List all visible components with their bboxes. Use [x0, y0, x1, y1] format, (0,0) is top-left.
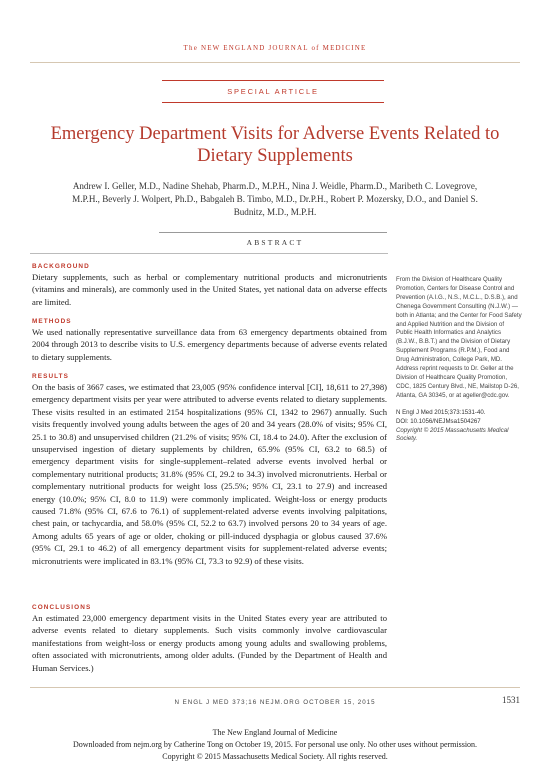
results-heading: RESULTS: [32, 373, 70, 380]
article-title: Emergency Department Visits for Adverse Events Related to Dietary Supplements: [50, 124, 500, 166]
copyright-note: Copyright © 2015 Massachusetts Medical Society.: [396, 426, 509, 443]
background-heading: BACKGROUND: [32, 263, 90, 270]
journal-name: The NEW ENGLAND JOURNAL of MEDICINE: [183, 44, 367, 52]
footer-rule: [30, 687, 520, 688]
download-notice-title: The New England Journal of Medicine: [212, 728, 338, 737]
results-text: On the basis of 3667 cases, we estimated that 23,005 (95% confidence interval [CI], 18,611 to 27,398) emergency department visits per year were attributed to adverse events related to dietary supplements. These visits resulted in an estimated 2154 hospitalizations (95% CI, 1342 to 2967) annually. Such visits frequently involved young adults between the ages of 20 and 34 years (28.0% of visits; 95% CI, 25.1 to 30.8) and unsupervised children (21.2% of visits; 95% CI, 18.4 to 24.0). After the exclusion of unsupervised ingestion of dietary supplements by children, 65.9% (95% CI, 63.2 to 68.5) of emergency department visits for single-supplement–related adverse events involved herbal or complementary nutritional products; 31.8% (95% CI, 29.2 to 34.3) involved micronutrients. Herbal or complementary nutritional products for weight loss (25.5%; 95% CI, 23.1 to 27.9) and increased energy (10.0%; 95% CI, 8.0 to 11.9) were commonly implicated. Weight-loss or energy products caused 71.8% (95% CI, 67.6 to 76.1) of supplement-related adverse events involving palpitations, chest pain, or tachycardia, and 58.0% (95% CI, 52.2 to 63.7) involved persons 20 to 34 years of age. Among adults 65 years of age or older, choking or pill-induced dysphagia or globus caused 37.6% (95% CI, 29.1 to 46.2) of all emergency department visits for supplement-related adverse events; micronutrients were implicated in 83.1% (95% CI, 73.3 to 92.9) of these visits.: [32, 382, 387, 566]
copyright-notice: Copyright © 2015 Massachusetts Medical Society. All rights reserved.: [162, 752, 388, 761]
citation-block: [396, 409, 522, 445]
author-list: Andrew I. Geller, M.D., Nadine Shehab, Pharm.D., M.P.H., Nina J. Weidle, Pharm.D., Maribeth C. Lovegrove, M.P.H., Beverly J. Wolpert, Ph.D., Babgaleh B. Timbo, M.D., Dr.P.H., Robert P. Mozersky, D.O., and Daniel S. Budnitz, M.D., M.P.H.: [72, 181, 478, 217]
conclusions-heading: CONCLUSIONS: [32, 604, 92, 611]
header-rule: [30, 62, 520, 63]
sidebar-notes: [396, 276, 522, 452]
download-notice: Downloaded from nejm.org by Catherine Tong on October 19, 2015. For personal use only. No other uses without permission.: [72, 740, 478, 749]
conclusions-text: An estimated 23,000 emergency department visits in the United States every year are attributed to adverse events related to dietary supplements. Such visits commonly involve cardiovascular manifestations from weight-loss or energy products among young adults and swallowing problems, often associated with micronutrients, among older adults. (Funded by the Department of Health and Human Services.): [32, 613, 387, 673]
author-affiliation: From the Division of Healthcare Quality Promotion, Centers for Disease Control and Prevention (A.I.G., N.S., M.C.L., D.S.B.), and Chenega Government Consulting (N.J.W.) — both in Atlanta; and the Center for Food Safety and Applied Nutrition and the Division of Public Health Informatics and Analytics (B.J.W., B.B.T.) and the Division of Dietary Supplement Programs (R.P.M.), Food and Drug Administration, College Park, MD. Address reprint requests to Dr. Geller at the Division of Healthcare Quality Promotion, CDC, 1825 Century Blvd., NE, Mailstop D-26, Atlanta, GA 30345, or at ageller@cdc.gov.: [396, 276, 522, 399]
journal-footer: N ENGL J MED 373;16 NEJM.ORG OCTOBER 15, 2015: [174, 699, 376, 706]
article-type-label: SPECIAL ARTICLE: [227, 87, 319, 96]
doi-link[interactable]: DOI: 10.1056/NEJMsa1504267: [396, 417, 481, 425]
methods-text: We used nationally representative surveillance data from 63 emergency departments obtained from 2004 through 2013 to describe visits to U.S. emergency departments because of adverse events related to dietary supplements.: [32, 327, 387, 362]
citation: N Engl J Med 2015;373:1531-40.: [396, 408, 486, 416]
article-type-box: [162, 80, 384, 103]
page-number: 1531: [502, 695, 520, 705]
abstract-rule-top: [159, 232, 387, 233]
abstract-heading: ABSTRACT: [246, 238, 304, 247]
background-text: Dietary supplements, such as herbal or complementary nutritional products and micronutrients (vitamins and minerals), are commonly used in the United States, yet national data on adverse effects are limited.: [32, 272, 387, 307]
abstract-rule: [30, 253, 388, 254]
methods-heading: METHODS: [32, 318, 72, 325]
